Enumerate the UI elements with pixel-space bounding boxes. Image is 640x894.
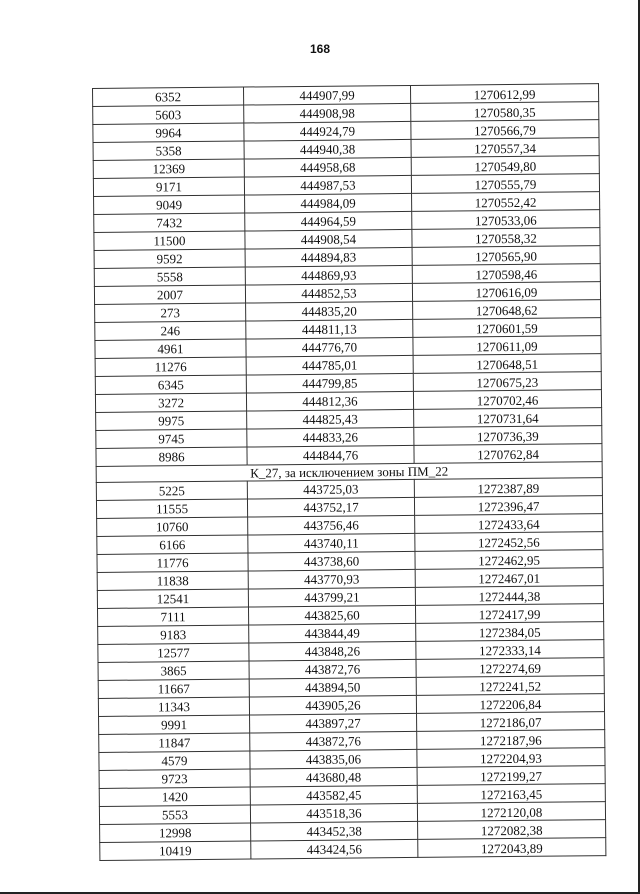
x-coordinate-cell: 444833,26 (247, 427, 414, 447)
point-number-cell: 3865 (98, 661, 249, 680)
point-number-cell: 8986 (96, 447, 247, 466)
x-coordinate-cell: 444825,43 (247, 409, 414, 429)
point-number-cell: 11555 (96, 499, 247, 518)
x-coordinate-cell: 444894,83 (245, 247, 412, 267)
x-coordinate-cell: 443897,27 (250, 713, 417, 733)
x-coordinate-cell: 443848,26 (249, 641, 416, 661)
x-coordinate-cell: 444984,09 (245, 193, 412, 213)
y-coordinate-cell: 1272417,99 (415, 604, 603, 624)
point-number-cell: 12369 (93, 159, 244, 178)
x-coordinate-cell: 444958,68 (244, 157, 411, 177)
point-number-cell: 6352 (93, 87, 244, 106)
x-coordinate-cell: 443518,36 (250, 803, 417, 823)
point-number-cell: 10760 (97, 517, 248, 536)
y-coordinate-cell: 1272199,27 (417, 766, 605, 786)
x-coordinate-cell: 443825,60 (248, 605, 415, 625)
y-coordinate-cell: 1270558,32 (412, 228, 600, 248)
x-coordinate-cell: 443740,11 (248, 533, 415, 553)
point-number-cell: 12998 (100, 823, 251, 842)
point-number-cell: 12541 (97, 589, 248, 608)
x-coordinate-cell: 444799,85 (246, 373, 413, 393)
y-coordinate-cell: 1270611,09 (413, 336, 601, 356)
x-coordinate-cell: 444924,79 (244, 121, 411, 141)
point-number-cell: 9975 (96, 411, 247, 430)
x-coordinate-cell: 443752,17 (247, 497, 414, 517)
y-coordinate-cell: 1270736,39 (414, 426, 602, 446)
x-coordinate-cell: 444812,36 (246, 391, 413, 411)
point-number-cell: 4579 (99, 751, 250, 770)
x-coordinate-cell: 443680,48 (250, 767, 417, 787)
point-number-cell: 6345 (95, 375, 246, 394)
y-coordinate-cell: 1270555,79 (411, 174, 599, 194)
x-coordinate-cell: 443905,26 (249, 695, 416, 715)
y-coordinate-cell: 1272043,89 (418, 838, 606, 858)
point-number-cell: 9049 (94, 195, 245, 214)
x-coordinate-cell: 443452,38 (251, 821, 418, 841)
coordinates-table-container (92, 83, 605, 861)
x-coordinate-cell: 444776,70 (246, 337, 413, 357)
x-coordinate-cell: 443844,49 (249, 623, 416, 643)
y-coordinate-cell: 1272387,89 (414, 478, 602, 498)
y-coordinate-cell: 1270612,99 (410, 84, 598, 104)
x-coordinate-cell: 443756,46 (248, 515, 415, 535)
point-number-cell: 9592 (94, 249, 245, 268)
x-coordinate-cell: 443872,76 (249, 659, 416, 679)
x-coordinate-cell: 444940,38 (244, 139, 411, 159)
point-number-cell: 3272 (95, 393, 246, 412)
y-coordinate-cell: 1272241,52 (416, 676, 604, 696)
y-coordinate-cell: 1272444,38 (415, 586, 603, 606)
y-coordinate-cell: 1272187,96 (417, 730, 605, 750)
point-number-cell: 5358 (93, 141, 244, 160)
y-coordinate-cell: 1270702,46 (413, 390, 601, 410)
section-title: К_27, за исключением зоны ПМ_22 (96, 462, 602, 483)
y-coordinate-cell: 1270557,34 (411, 138, 599, 158)
x-coordinate-cell: 443872,76 (250, 731, 417, 751)
y-coordinate-cell: 1272206,84 (416, 694, 604, 714)
y-coordinate-cell: 1270565,90 (412, 246, 600, 266)
y-coordinate-cell: 1270648,62 (413, 300, 601, 320)
point-number-cell: 11838 (97, 571, 248, 590)
x-coordinate-cell: 444785,01 (246, 355, 413, 375)
y-coordinate-cell: 1272120,08 (417, 802, 605, 822)
x-coordinate-cell: 444869,93 (245, 265, 412, 285)
y-coordinate-cell: 1272384,05 (416, 622, 604, 642)
y-coordinate-cell: 1272452,56 (415, 532, 603, 552)
point-number-cell: 12577 (98, 643, 249, 662)
y-coordinate-cell: 1270580,35 (411, 102, 599, 122)
y-coordinate-cell: 1270762,84 (414, 444, 602, 464)
point-number-cell: 6166 (97, 535, 248, 554)
point-number-cell: 246 (95, 321, 246, 340)
point-number-cell: 11500 (94, 231, 245, 250)
x-coordinate-cell: 444852,53 (245, 283, 412, 303)
point-number-cell: 11776 (97, 553, 248, 572)
x-coordinate-cell: 443799,21 (248, 587, 415, 607)
point-number-cell: 9745 (96, 429, 247, 448)
y-coordinate-cell: 1272462,95 (415, 550, 603, 570)
coordinates-table (92, 83, 606, 861)
y-coordinate-cell: 1270648,51 (413, 354, 601, 374)
point-number-cell: 5553 (99, 805, 250, 824)
point-number-cell: 9171 (93, 177, 244, 196)
x-coordinate-cell: 443582,45 (250, 785, 417, 805)
y-coordinate-cell: 1270549,80 (411, 156, 599, 176)
y-coordinate-cell: 1270616,09 (412, 282, 600, 302)
x-coordinate-cell: 444811,13 (246, 319, 413, 339)
point-number-cell: 7432 (94, 213, 245, 232)
point-number-cell: 11847 (99, 733, 250, 752)
y-coordinate-cell: 1272274,69 (416, 658, 604, 678)
point-number-cell: 5603 (93, 105, 244, 124)
x-coordinate-cell: 444908,98 (244, 103, 411, 123)
x-coordinate-cell: 443738,60 (248, 551, 415, 571)
x-coordinate-cell: 444964,59 (245, 211, 412, 231)
y-coordinate-cell: 1270533,06 (412, 210, 600, 230)
point-number-cell: 2007 (94, 285, 245, 304)
x-coordinate-cell: 444987,53 (244, 175, 411, 195)
point-number-cell: 5225 (96, 481, 247, 500)
y-coordinate-cell: 1270552,42 (412, 192, 600, 212)
y-coordinate-cell: 1272204,93 (417, 748, 605, 768)
y-coordinate-cell: 1272333,14 (416, 640, 604, 660)
point-number-cell: 9991 (99, 715, 250, 734)
x-coordinate-cell: 443894,50 (249, 677, 416, 697)
y-coordinate-cell: 1270601,59 (413, 318, 601, 338)
point-number-cell: 4961 (95, 339, 246, 358)
point-number-cell: 11343 (98, 697, 249, 716)
x-coordinate-cell: 444844,76 (247, 445, 414, 465)
x-coordinate-cell: 443835,06 (250, 749, 417, 769)
point-number-cell: 9964 (93, 123, 244, 142)
y-coordinate-cell: 1272467,01 (415, 568, 603, 588)
point-number-cell: 9183 (98, 625, 249, 644)
point-number-cell: 7111 (97, 607, 248, 626)
y-coordinate-cell: 1272433,64 (415, 514, 603, 534)
point-number-cell: 10419 (100, 841, 251, 860)
x-coordinate-cell: 444835,20 (246, 301, 413, 321)
x-coordinate-cell: 443424,56 (251, 839, 418, 859)
point-number-cell: 9723 (99, 769, 250, 788)
y-coordinate-cell: 1270566,79 (411, 120, 599, 140)
point-number-cell: 1420 (99, 787, 250, 806)
y-coordinate-cell: 1270731,64 (414, 408, 602, 428)
y-coordinate-cell: 1272163,45 (417, 784, 605, 804)
x-coordinate-cell: 444907,99 (243, 85, 410, 105)
y-coordinate-cell: 1270675,23 (413, 372, 601, 392)
y-coordinate-cell: 1272396,47 (414, 496, 602, 516)
point-number-cell: 273 (95, 303, 246, 322)
table-body-top (93, 84, 603, 467)
y-coordinate-cell: 1272186,07 (417, 712, 605, 732)
table-body-bottom (96, 478, 606, 861)
point-number-cell: 11667 (98, 679, 249, 698)
y-coordinate-cell: 1272082,38 (418, 820, 606, 840)
y-coordinate-cell: 1270598,46 (412, 264, 600, 284)
point-number-cell: 5558 (94, 267, 245, 286)
x-coordinate-cell: 444908,54 (245, 229, 412, 249)
page-number: 168 (309, 42, 331, 56)
x-coordinate-cell: 443725,03 (247, 479, 414, 499)
x-coordinate-cell: 443770,93 (248, 569, 415, 589)
point-number-cell: 11276 (95, 357, 246, 376)
